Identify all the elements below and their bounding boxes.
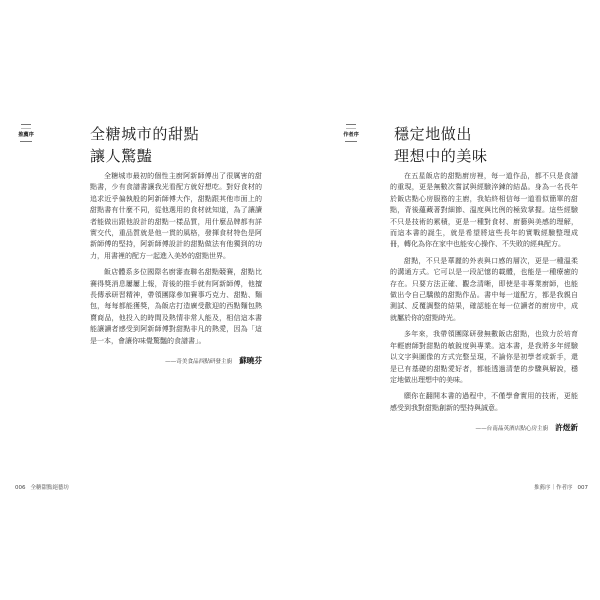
tag-decoration — [20, 141, 32, 144]
signature-role: ——台南晶英酒店點心房主廚 — [475, 426, 549, 433]
title-line: 理想中的美味 — [394, 147, 488, 165]
paragraph: 全糖城市最初的個性主廚阿新師傅出了很厲害的甜點書，少有食譜書讓我光看配方就好想吃。對好食材的追求近乎偏執般的阿新師傅大作，甜點跟其他市面上的甜點書有什麼不同，從他選用的食材就知道，為了讓讀者能做出跟他設計的甜點一樣品質，用什麼品牌都有詳實交代，重品質就是他一貫的風格，發揮食材特色是阿新師傅的堅持，阿新師傅設計的甜點做法有他獨到的功力，用書裡的配方一起進入美妙的甜點世界。 — [90, 172, 262, 260]
signature — [90, 355, 262, 368]
running-title: 推薦序｜作者序 — [533, 485, 573, 491]
section-tag-label: 作者序 — [343, 132, 359, 138]
body-text — [390, 171, 578, 435]
signature — [390, 422, 578, 435]
paragraph: 在五星飯店的甜點廚房裡，每一道作品，都不只是食譜的重現，更是無數次嘗試與經驗淬鍊的結晶。身為一名長年於飯店點心房服務的主廚，我始終相信每一道看似簡單的甜點，背後蘊藏著對細節、溫度與比例的極致掌握。這些經驗不只是技術的累積，更是一種對食材、廚藝與美感的理解，而這本書的誕生，就是希望將這些長年的實戰經驗整理成冊，轉化為你在家中也能安心操作、不失敗的經典配方。 — [390, 172, 578, 249]
page-number: 007 — [577, 485, 588, 491]
section-tag — [341, 124, 361, 144]
title-line: 讓人驚豔 — [90, 147, 153, 165]
page-footer — [15, 484, 69, 492]
paragraph: 甜點，不只是華麗的外表與口感的層次，更是一種溫柔的溝通方式。它可以是一段記憶的載體，也能是一種療癒的存在。只要方法正確、觀念清晰，即使是非專業廚師，也能做出令自己驕傲的甜點作品。書中每一道配方，都是我親自測試、反覆調整的結果，確認能在每一位讀者的廚房中，成就屬於你的甜點時光。 — [390, 256, 578, 322]
paragraph: 多年來，我帶領團隊研發無數飯店甜點，也致力於培育年輕廚師對甜點的敏銳度與專業。這本書，是我將多年經驗以文字與圖像的方式完整呈現，不論你是初學者或新手，還是已有基礎的甜點愛好者，都能透過清楚的步驟與解說，穩定地做出理想中的美味。 — [390, 330, 578, 384]
section-tag-label: 推薦序 — [18, 132, 34, 138]
page-footer — [534, 484, 588, 492]
title-line: 全糖城市的甜點 — [90, 125, 200, 143]
signature-name: 蘇曉芬 — [239, 356, 262, 366]
title-line: 穩定地做出 — [394, 125, 473, 143]
page-number: 006 — [15, 485, 26, 491]
paragraph: 飯店體系多位國際名廚審查聯名甜點競賽，甜點比賽得獎消息屢屢上報，背後的推手就有阿新師傅，他擅長傳承研習精神，帶領團隊參加賽事巧克力、甜點、麵包，每每都能獲獎，為飯店打造廣受歡迎的西點麵包熱賣商品，他投入的時間及熱情非常人能及，相信這本書能讓讀者感受到阿新師傅對甜點非凡的熱愛，因為「這是一本，會讓你味覺驚豔的食譜書」。 — [90, 268, 262, 345]
section-tag — [16, 124, 36, 144]
running-title: 全糖甜點絕藝坊 — [30, 485, 70, 491]
page-title — [394, 123, 488, 167]
body-text — [90, 171, 262, 368]
tag-decoration — [21, 124, 31, 129]
signature-name: 許煜新 — [555, 423, 578, 433]
page-title — [90, 123, 199, 167]
signature-role: ——奇美食品西點研發主廚 — [165, 359, 233, 366]
paragraph: 願你在翻開本書的過程中，不僅學會實用的技術，更能感受到我對甜點創新的堅持與誠意。 — [390, 392, 578, 412]
tag-decoration — [345, 141, 357, 144]
right-page — [300, 0, 600, 600]
tag-decoration — [346, 124, 356, 129]
